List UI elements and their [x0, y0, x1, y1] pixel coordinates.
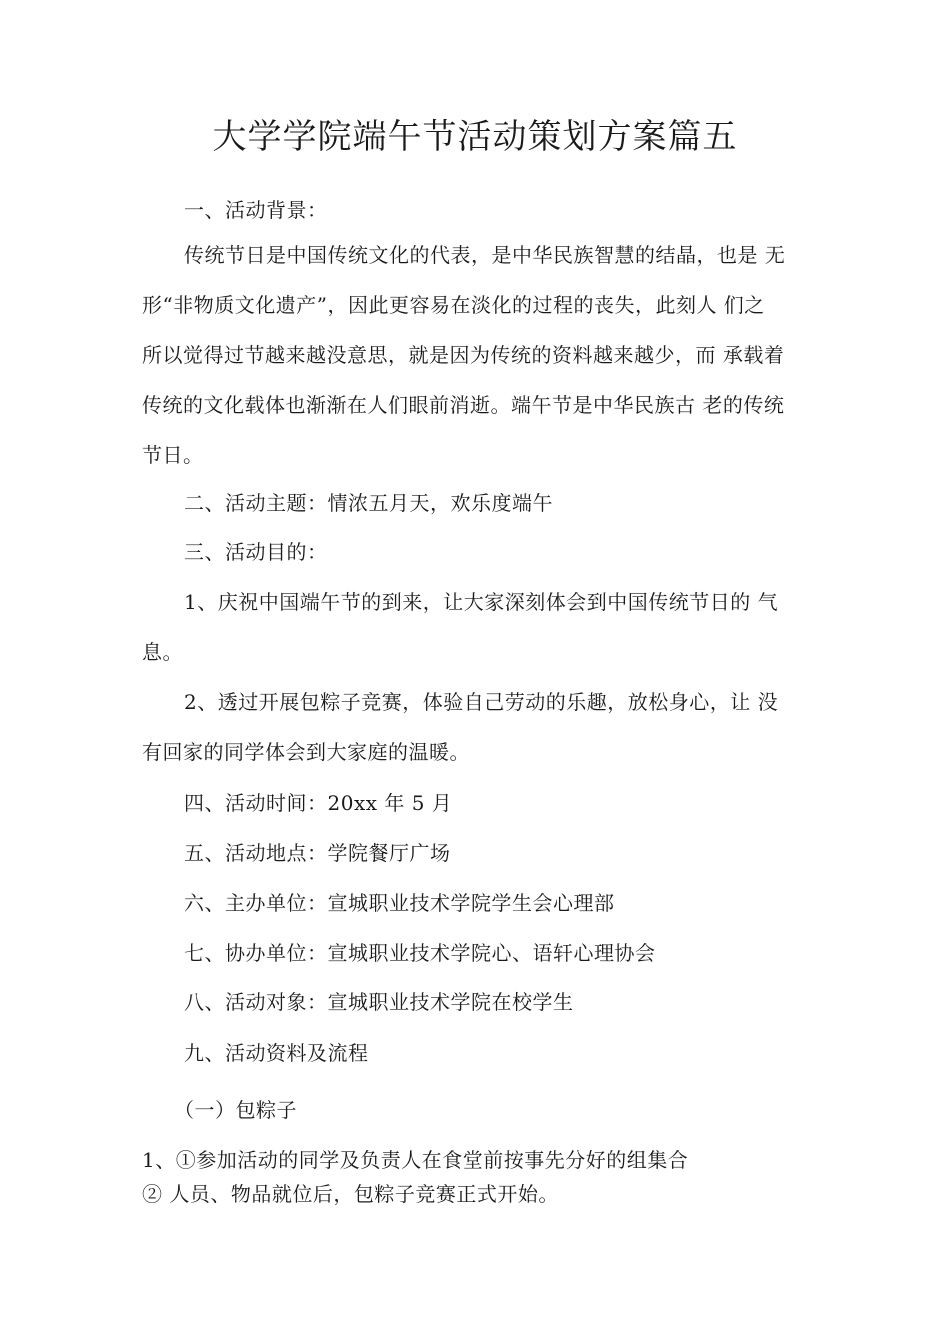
section-process [142, 1028, 814, 1078]
paragraph-line: 1、庆祝中国端午节的到来，让大家深刻体会到中国传统节日的 气 [184, 590, 779, 614]
heading-text: 一、活动背景： [184, 198, 328, 222]
section-location [142, 828, 814, 878]
paragraph-line: 所以觉得过节越来越没意思，就是因为传统的资料越来越少，而 承载着 [142, 343, 785, 367]
heading-text: 九、活动资料及流程 [184, 1041, 369, 1065]
paragraph-line: 有回家的同学体会到大家庭的温暖。 [142, 740, 470, 764]
heading-text: 三、活动目的： [184, 540, 328, 564]
paragraph-line: 传统的文化载体也渐渐在人们眼前消逝。端午节是中华民族古 老的传统 [142, 393, 785, 417]
subsection-zongzi [142, 1085, 814, 1135]
paragraph-line: 2、透过开展包粽子竞赛，体验自己劳动的乐趣，放松身心，让 没 [184, 690, 779, 714]
heading-text: 四、活动时间：20xx 年 5 月 [184, 791, 453, 815]
purpose-item-1 [142, 577, 814, 677]
step-line: ② 人员、物品就位后，包粽子竞赛正式开始。 [142, 1182, 559, 1206]
heading-text: 二、活动主题：情浓五月天，欢乐度端午 [184, 491, 553, 515]
section-theme [142, 478, 814, 528]
section-background-paragraph [142, 230, 814, 480]
step-line: 1、①参加活动的同学及负责人在食堂前按事先分好的组集合 [142, 1148, 689, 1172]
paragraph-line: 节日。 [142, 443, 204, 467]
paragraph-line: 息。 [142, 640, 183, 664]
section-time [142, 778, 814, 828]
heading-text: （一）包粽子 [174, 1098, 297, 1122]
section-purpose-heading [142, 527, 814, 577]
paragraph-line: 传统节日是中国传统文化的代表，是中华民族智慧的结晶，也是 无 [184, 243, 786, 267]
heading-text: 八、活动对象：宣城职业技术学院在校学生 [184, 990, 574, 1014]
heading-text: 七、协办单位：宣城职业技术学院心、语轩心理协会 [184, 941, 656, 965]
step-1 [142, 1140, 814, 1214]
section-audience [142, 977, 814, 1027]
section-organizer [142, 878, 814, 928]
paragraph-line: 形“非物质文化遗产”，因此更容易在淡化的过程的丧失，此刻人 们之 [142, 293, 765, 317]
document-title: 大学学院端午节活动策划方案篇五 [212, 117, 738, 157]
section-co-organizer [142, 928, 814, 978]
section-background-heading [142, 185, 814, 235]
heading-text: 六、主办单位：宣城职业技术学院学生会心理部 [184, 891, 615, 915]
heading-text: 五、活动地点：学院餐厅广场 [184, 841, 451, 865]
purpose-item-2 [142, 677, 814, 777]
